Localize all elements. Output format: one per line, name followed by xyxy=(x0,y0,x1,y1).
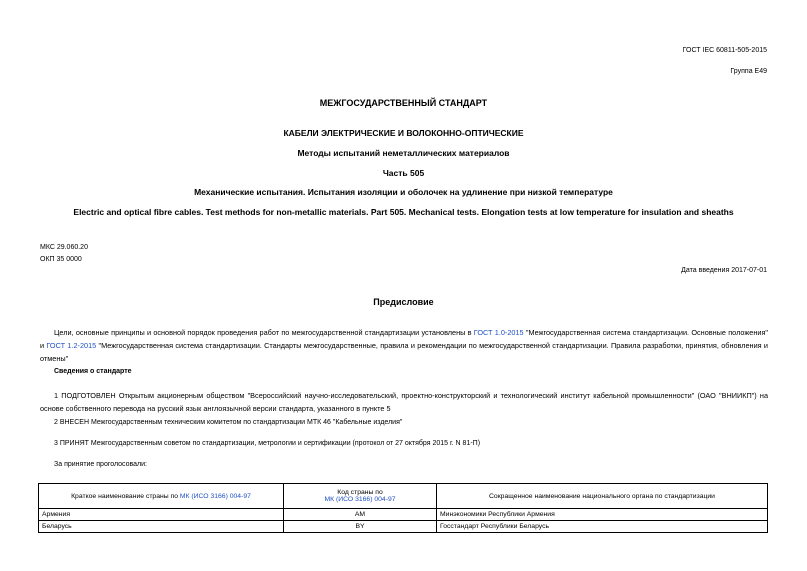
header-text: Краткое наименование страны по xyxy=(71,492,180,500)
methods-title: Методы испытаний неметаллических материалов xyxy=(297,148,510,158)
gost-1-0-link[interactable]: ГОСТ 1.0-2015 xyxy=(473,328,524,337)
country-code-header xyxy=(284,484,437,509)
table-row xyxy=(39,521,768,533)
standards-body-header: Сокращенное наименование национального органа по стандартизации xyxy=(437,484,768,509)
table-header-row xyxy=(39,484,768,509)
mechanical-tests-title: Механические испытания. Испытания изоляции и оболочек на удлинение при низкой температуре xyxy=(194,187,613,197)
info-item-1: 1 ПОДГОТОВЛЕН Открытым акционерным обществом "Всероссийский научно-исследовательский, проектно-конструкторский и технологический институт кабельной промышленности" (ОАО "ВНИИКП") на основе собственного перевода на русский язык англоязычной версии стандарта, указанного в пункте 5 xyxy=(40,391,768,413)
country-cell: Беларусь xyxy=(39,521,284,533)
foreword-text-part: "Межгосударственная система стандартизации. Основные положения" и xyxy=(40,328,768,350)
standard-type-title: МЕЖГОСУДАРСТВЕННЫЙ СТАНДАРТ xyxy=(319,98,488,108)
info-item-3: 3 ПРИНЯТ Межгосударственным советом по стандартизации, метрологии и сертификации (протокол от 27 октября 2015 г. N 81-П) xyxy=(54,440,481,447)
standard-info-heading: Сведения о стандарте xyxy=(54,368,132,375)
country-cell: Армения xyxy=(39,509,284,521)
part-title: Часть 505 xyxy=(382,168,425,178)
intro-date: Дата введения 2017-07-01 xyxy=(681,267,767,274)
okp-code: ОКП 35 0000 xyxy=(40,256,82,263)
foreword-paragraph xyxy=(40,326,768,365)
mks-code: МКС 29.060.20 xyxy=(40,244,88,251)
foreword-text-part: "Межгосударственная система стандартизации. Стандарты межгосударственные, правила и рекомендации по межгосударственной стандартизации. Правила разработки, принятия, обновления и отмены" xyxy=(40,341,769,363)
document-subject-title: КАБЕЛИ ЭЛЕКТРИЧЕСКИЕ И ВОЛОКОННО-ОПТИЧЕСКИЕ xyxy=(283,128,524,138)
header-text: Код страны по xyxy=(337,489,383,496)
mk-iso-3166-link[interactable]: МК (ИСО 3166) 004-97 xyxy=(179,492,251,500)
foreword-heading: Предисловие xyxy=(373,297,434,307)
foreword-text-part: Цели, основные принципы и основной порядок проведения работ по межгосударственной стандартизации установлены в xyxy=(54,328,474,337)
english-title: Electric and optical fibre cables. Test methods for non-metallic materials. Part 505. Mechanical tests. Elongation tests at low temperature for insulation and sheaths xyxy=(73,207,734,217)
gost-1-2-link[interactable]: ГОСТ 1.2-2015 xyxy=(46,341,97,350)
mk-iso-3166-link[interactable]: МК (ИСО 3166) 004-97 xyxy=(324,496,396,503)
code-cell: AM xyxy=(284,509,437,521)
standards-body-cell: Минэкономики Республики Армения xyxy=(437,509,768,521)
document-code: ГОСТ IEC 60811-505-2015 xyxy=(682,47,767,54)
voted-for-label: За принятие проголосовали: xyxy=(54,461,147,468)
table-row xyxy=(39,509,768,521)
group-code: Группа Е49 xyxy=(730,68,767,75)
voting-countries-table xyxy=(38,483,768,533)
info-item-2: 2 ВНЕСЕН Межгосударственным техническим комитетом по стандартизации МТК 46 "Кабельные изделия" xyxy=(54,419,403,426)
standards-body-cell: Госстандарт Республики Беларусь xyxy=(437,521,768,533)
country-name-header xyxy=(39,484,284,509)
code-cell: BY xyxy=(284,521,437,533)
